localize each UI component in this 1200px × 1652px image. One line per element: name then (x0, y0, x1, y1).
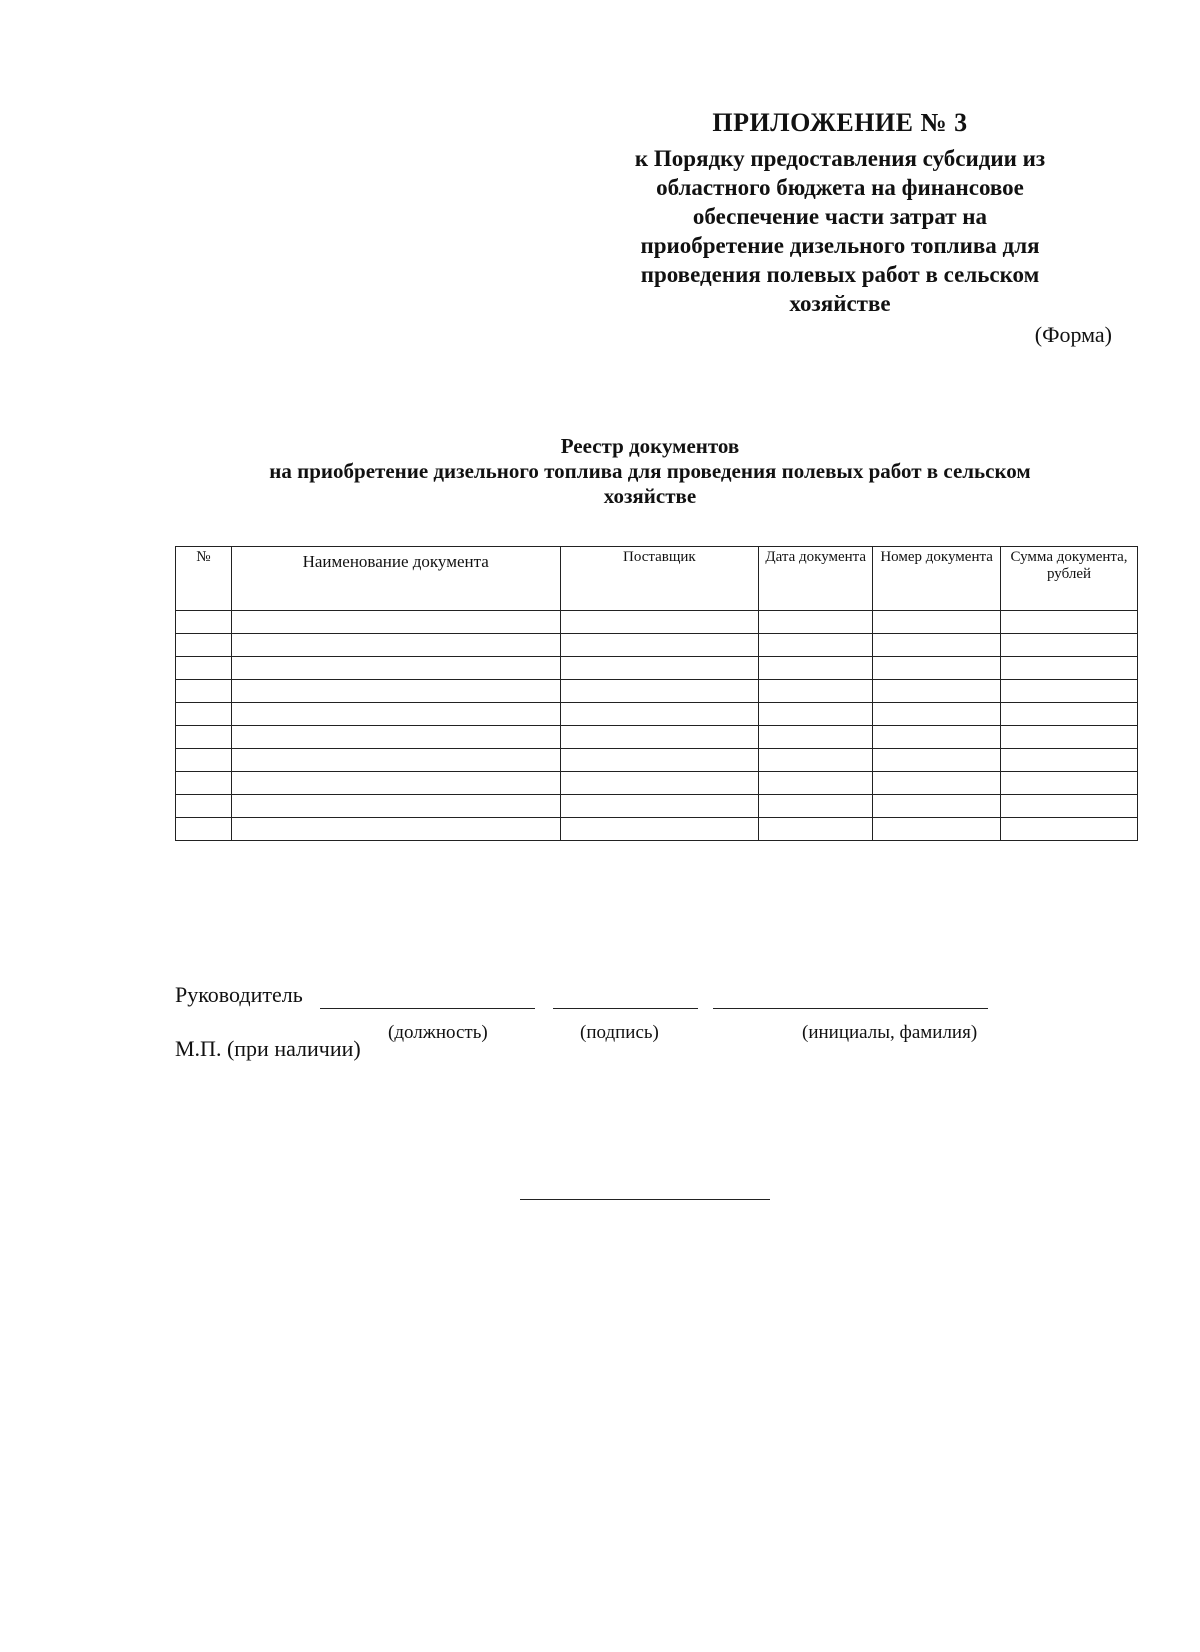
name-line (713, 1008, 988, 1009)
form-label: (Форма) (1034, 322, 1112, 347)
name-caption: (инициалы, фамилия) (802, 1022, 978, 1043)
cell-supplier (560, 611, 759, 634)
column-header-number: № (176, 547, 232, 611)
appendix-text (580, 144, 1100, 318)
cell-document-amount (1001, 611, 1138, 634)
cell-document-amount (1001, 703, 1138, 726)
position-caption: (должность) (388, 1022, 488, 1043)
cell-number (176, 657, 232, 680)
cell-document-name (231, 795, 560, 818)
table-row (176, 749, 1138, 772)
appendix-line: к Порядку предоставления субсидии из (634, 146, 1046, 171)
registry-title-line: на приобретение дизельного топлива для проведения полевых работ в сельском (269, 459, 1031, 483)
cell-document-date (759, 818, 873, 841)
cell-number (176, 680, 232, 703)
appendix-line: обеспечение части затрат на (692, 204, 988, 229)
cell-document-date (759, 749, 873, 772)
signature-line (553, 1008, 698, 1009)
table-row (176, 611, 1138, 634)
cell-document-name (231, 726, 560, 749)
column-header-document-amount: Сумма документа, рублей (1001, 547, 1138, 611)
cell-document-name (231, 703, 560, 726)
cell-supplier (560, 657, 759, 680)
cell-document-date (759, 634, 873, 657)
cell-document-date (759, 795, 873, 818)
cell-number (176, 726, 232, 749)
column-header-document-date: Дата документа (759, 547, 873, 611)
cell-document-amount (1001, 749, 1138, 772)
cell-document-number (873, 680, 1001, 703)
table-row (176, 818, 1138, 841)
registry-title (150, 434, 1150, 509)
cell-number (176, 611, 232, 634)
cell-supplier (560, 749, 759, 772)
cell-number (176, 703, 232, 726)
cell-document-name (231, 634, 560, 657)
table-body (176, 611, 1138, 841)
cell-document-amount (1001, 680, 1138, 703)
cell-document-amount (1001, 726, 1138, 749)
column-header-supplier: Поставщик (560, 547, 759, 611)
appendix-line: проведения полевых работ в сельском (640, 262, 1040, 287)
signature-role: Руководитель (175, 982, 303, 1007)
appendix-line: областного бюджета на финансовое (656, 175, 1024, 200)
cell-document-number (873, 772, 1001, 795)
cell-document-number (873, 611, 1001, 634)
table-row (176, 703, 1138, 726)
cell-document-amount (1001, 795, 1138, 818)
cell-document-name (231, 749, 560, 772)
column-header-document-number: Номер документа (873, 547, 1001, 611)
cell-document-amount (1001, 634, 1138, 657)
cell-document-number (873, 634, 1001, 657)
cell-document-date (759, 611, 873, 634)
table-row (176, 657, 1138, 680)
cell-supplier (560, 795, 759, 818)
table-row (176, 680, 1138, 703)
column-header-document-name: Наименование документа (231, 547, 560, 611)
appendix-title: ПРИЛОЖЕНИЕ № 3 (712, 108, 968, 137)
cell-document-amount (1001, 772, 1138, 795)
cell-supplier (560, 818, 759, 841)
cell-document-amount (1001, 818, 1138, 841)
appendix-line: хозяйстве (789, 291, 891, 316)
cell-supplier (560, 726, 759, 749)
cell-document-date (759, 703, 873, 726)
registry-title-line: хозяйстве (603, 484, 697, 508)
cell-document-number (873, 726, 1001, 749)
cell-document-date (759, 657, 873, 680)
cell-document-number (873, 749, 1001, 772)
cell-number (176, 772, 232, 795)
cell-document-name (231, 611, 560, 634)
table-row (176, 634, 1138, 657)
cell-document-number (873, 657, 1001, 680)
table-header-row (176, 547, 1138, 611)
registry-title-line: Реестр документов (560, 434, 740, 458)
cell-supplier (560, 634, 759, 657)
cell-document-amount (1001, 657, 1138, 680)
cell-number (176, 749, 232, 772)
cell-document-number (873, 818, 1001, 841)
cell-number (176, 818, 232, 841)
registry-table (175, 546, 1138, 841)
signature-block (175, 982, 1075, 1043)
signature-row (175, 982, 1075, 1043)
table-row (176, 795, 1138, 818)
footer-rule (520, 1199, 770, 1200)
signature-caption: (подпись) (580, 1022, 659, 1043)
table-row (176, 772, 1138, 795)
appendix-header (580, 108, 1100, 318)
position-line (320, 1008, 535, 1009)
cell-supplier (560, 703, 759, 726)
cell-supplier (560, 772, 759, 795)
cell-document-number (873, 703, 1001, 726)
cell-document-name (231, 657, 560, 680)
cell-document-date (759, 772, 873, 795)
cell-document-date (759, 680, 873, 703)
cell-number (176, 795, 232, 818)
cell-number (176, 634, 232, 657)
appendix-line: приобретение дизельного топлива для (640, 233, 1040, 258)
stamp-note: М.П. (при наличии) (175, 1036, 361, 1061)
cell-document-name (231, 772, 560, 795)
cell-document-number (873, 795, 1001, 818)
cell-supplier (560, 680, 759, 703)
table-row (176, 726, 1138, 749)
cell-document-name (231, 680, 560, 703)
cell-document-name (231, 818, 560, 841)
cell-document-date (759, 726, 873, 749)
